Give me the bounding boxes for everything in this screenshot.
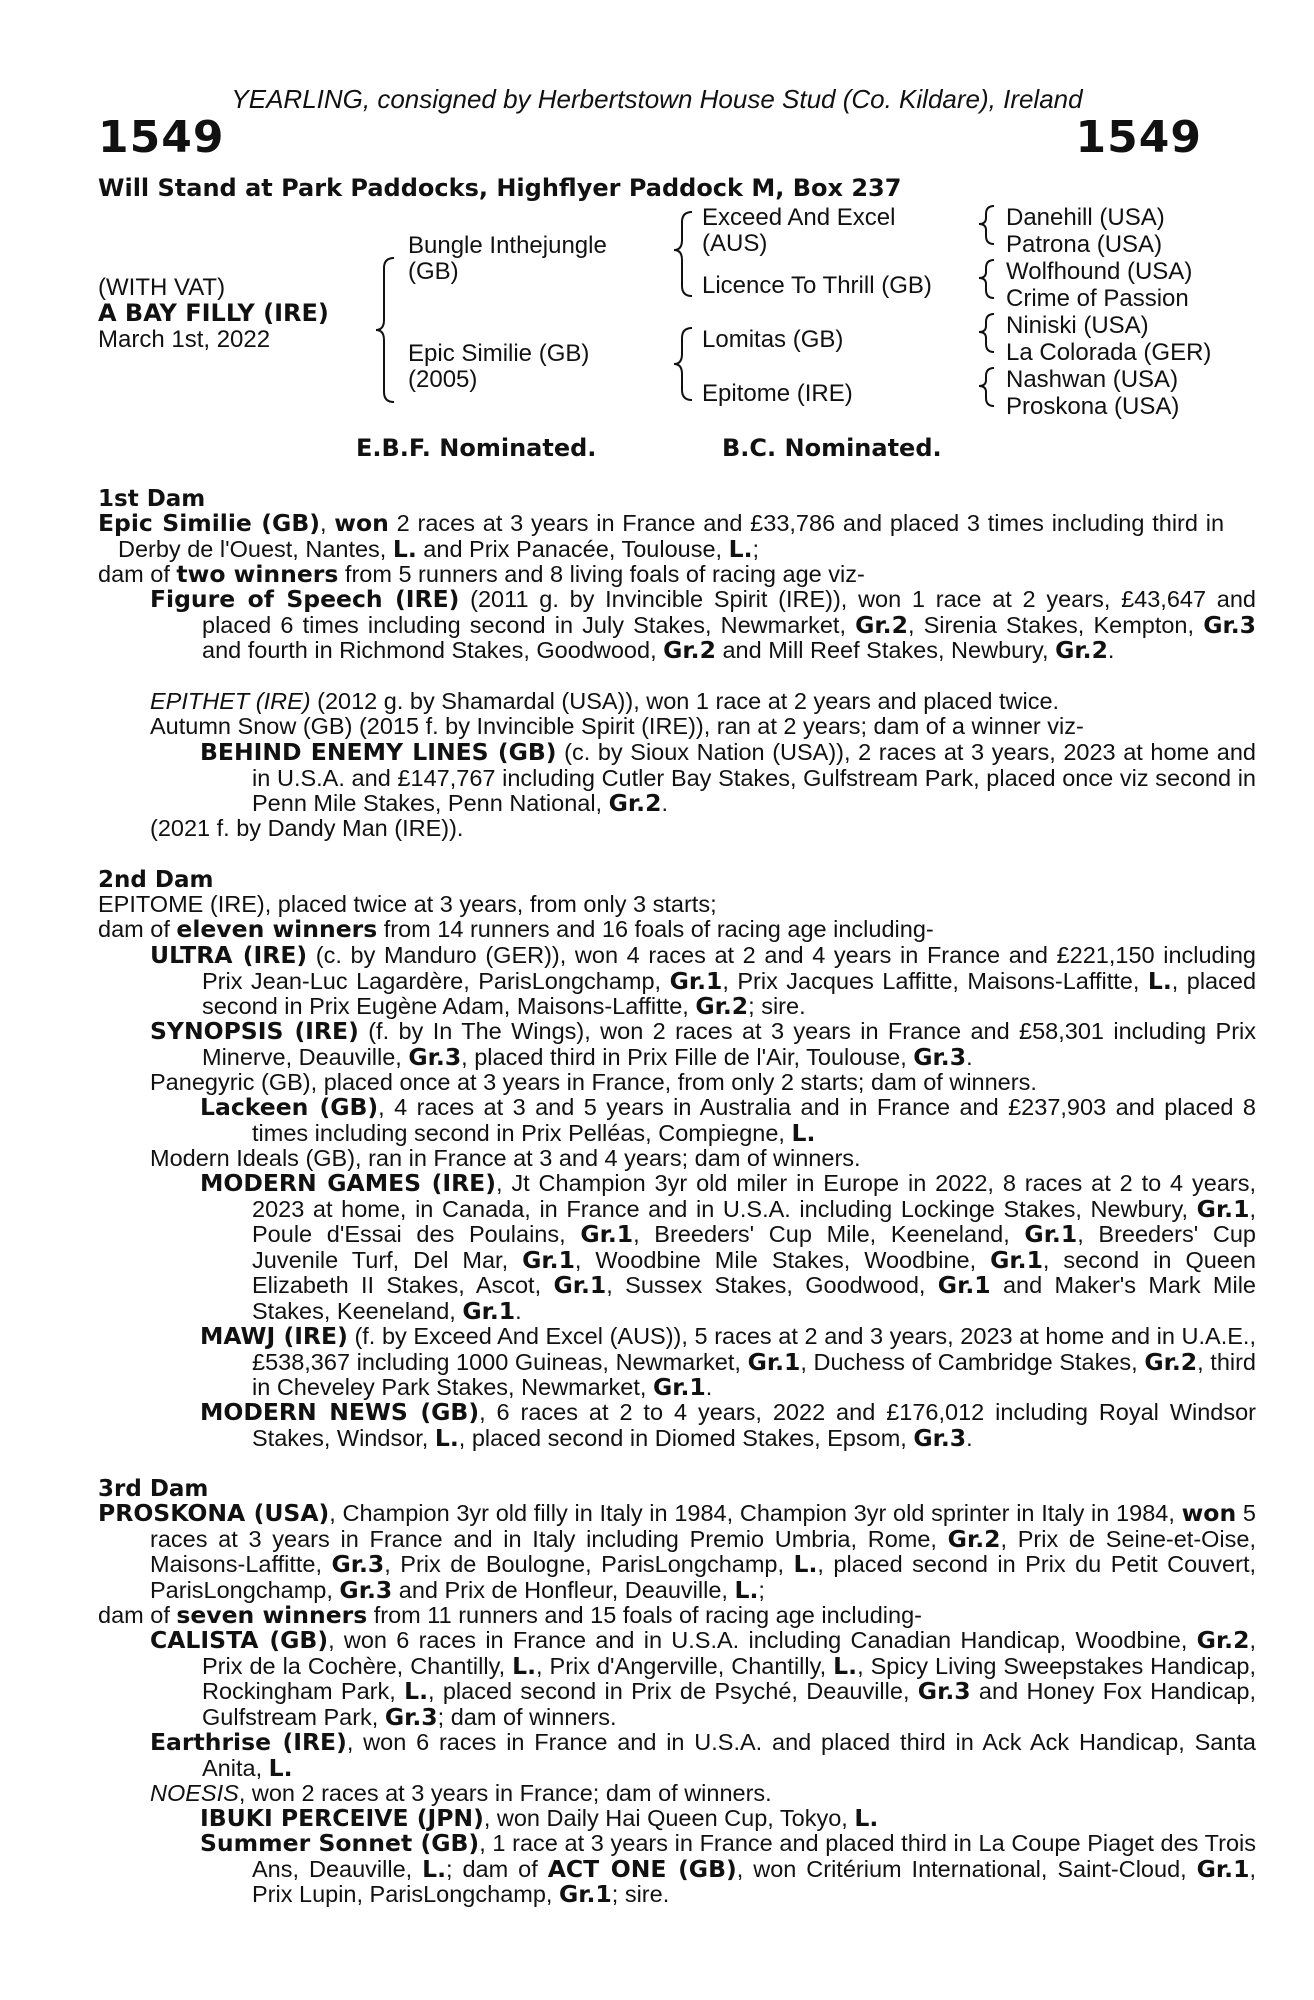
list-item: SYNOPSIS (IRE) (f. by In The Wings), won 2 races at 3 years in France and £58,301 including Prix Minerve, Deauville, Gr.3, placed third in Prix Fille de l'Air, Toulouse, Gr.3.	[150, 1017, 1256, 1071]
list-item: EPITHET (IRE) (2012 g. by Shamardal (USA)), won 1 race at 2 years and placed twice.	[150, 688, 1060, 714]
vat-label: (WITH VAT)	[98, 274, 226, 301]
first-dam-record: Epic Similie (GB), won 2 races at 3 years in France and £33,786 and placed 3 times including third in Derby de l'Ouest, Nantes, L. and Prix Panacée, Toulouse, L.;	[98, 509, 1225, 563]
pedigree-ggp-4: Crime of Passion	[1006, 285, 1189, 312]
list-item: BEHIND ENEMY LINES (GB) (c. by Sioux Nation (USA)), 2 races at 3 years, 2023 at home and in U.S.A. and £147,767 including Cutler Bay Stakes, Gulfstream Park, placed once viz second in Penn Mile Stakes, Penn National, Gr.2.	[200, 738, 1257, 817]
stand-location: Will Stand at Park Paddocks, Highflyer Paddock M, Box 237	[98, 174, 902, 202]
pedigree-sire-dam: Licence To Thrill (GB)	[702, 272, 932, 299]
pedigree-ggp-5: Niniski (USA)	[1006, 312, 1149, 339]
pedigree-dam-dam: Epitome (IRE)	[702, 380, 853, 407]
foaling-date: March 1st, 2022	[98, 326, 271, 353]
list-item: IBUKI PERCEIVE (JPN), won Daily Hai Queen Cup, Tokyo, L.	[200, 1804, 879, 1832]
lot-number-right: 1549	[1075, 112, 1202, 163]
list-item: (2021 f. by Dandy Man (IRE)).	[150, 815, 464, 841]
pedigree-sire: Bungle Inthejungle	[408, 232, 607, 259]
pedigree-sire-sire: Exceed And Excel	[702, 204, 896, 231]
list-item: Figure of Speech (IRE) (2011 g. by Invincible Spirit (IRE)), won 1 race at 2 years, £43,647 and placed 6 times including second in July Stakes, Newmarket, Gr.2, Sirenia Stakes, Kempton, Gr.3 and fourth in Richmond Stakes, Goodwood, Gr.2 and Mill Reef Stakes, Newbury, Gr.2.	[150, 585, 1256, 664]
third-dam-heading: 3rd Dam	[98, 1476, 209, 1502]
pedigree-ggp-6: La Colorada (GER)	[1006, 339, 1212, 366]
first-dam-heading: 1st Dam	[98, 486, 206, 512]
pedigree-dam: Epic Similie (GB)	[408, 340, 590, 367]
bc-nomination: B.C. Nominated.	[722, 434, 942, 462]
list-item: MODERN NEWS (GB), 6 races at 2 to 4 years, 2022 and £176,012 including Royal Windsor Stakes, Windsor, L., placed second in Diomed Stakes, Epsom, Gr.3.	[200, 1398, 1257, 1452]
pedigree-ggp-8: Proskona (USA)	[1006, 393, 1180, 420]
horse-name: A BAY FILLY (IRE)	[98, 299, 329, 327]
list-item: MODERN GAMES (IRE), Jt Champion 3yr old miler in Europe in 2022, 8 races at 2 to 4 years, 2023 at home, in Canada, in France and in U.S.A. including Lockinge Stakes, Newbury, Gr.1, Poule d'Essai des Poulains, Gr.1, Breeders' Cup Mile, Keeneland, Gr.1, Breeders' Cup Juvenile Turf, Del Mar, Gr.1, Woodbine Mile Stakes, Woodbine, Gr.1, second in Queen Elizabeth II Stakes, Ascot, Gr.1, Sussex Stakes, Goodwood, Gr.1 and Maker's Mark Mile Stakes, Keeneland, Gr.1.	[200, 1169, 1257, 1325]
third-dam-produce-summary: dam of seven winners from 11 runners and 15 foals of racing age including-	[98, 1601, 922, 1629]
pedigree-ggp-2: Patrona (USA)	[1006, 231, 1163, 258]
pedigree-ggp-7: Nashwan (USA)	[1006, 366, 1179, 393]
list-item: Summer Sonnet (GB), 1 race at 3 years in France and placed third in La Coupe Piaget des Trois Ans, Deauville, L.; dam of ACT ONE (GB), won Critérium International, Saint-Cloud, Gr.1, Prix Lupin, ParisLongchamp, Gr.1; sire.	[200, 1829, 1257, 1908]
list-item: Earthrise (IRE), won 6 races in France and in U.S.A. and placed third in Ack Ack Handicap, Santa Anita, L.	[150, 1728, 1256, 1782]
list-item: Lackeen (GB), 4 races at 3 and 5 years in Australia and in France and £237,903 and placed 8 times including second in Prix Pelléas, Compiegne, L.	[200, 1093, 1256, 1147]
third-dam-record: PROSKONA (USA), Champion 3yr old filly in Italy in 1984, Champion 3yr old sprinter in Italy in 1984, won 5 races at 3 years in France and in Italy including Premio Umbria, Rome, Gr.2, Prix de Seine-et-Oise, Maisons-Laffitte, Gr.3, Prix de Boulogne, ParisLongchamp, L., placed second in Prix du Petit Couvert, ParisLongchamp, Gr.3 and Prix de Honfleur, Deauville, L.;	[98, 1499, 1256, 1604]
pedigree-dam-sire: Lomitas (GB)	[702, 326, 844, 353]
list-item: NOESIS, won 2 races at 3 years in France; dam of winners.	[150, 1780, 772, 1806]
list-item: Panegyric (GB), placed once at 3 years in France, from only 2 starts; dam of winners.	[150, 1069, 1037, 1095]
list-item: MAWJ (IRE) (f. by Exceed And Excel (AUS)), 5 races at 2 and 3 years, 2023 at home and in U.A.E., £538,367 including 1000 Guineas, Newmarket, Gr.1, Duchess of Cambridge Stakes, Gr.2, third in Cheveley Park Stakes, Newmarket, Gr.1.	[200, 1322, 1257, 1401]
second-dam-produce-summary: dam of eleven winners from 14 runners and 16 foals of racing age including-	[98, 915, 934, 943]
first-dam-produce-summary: dam of two winners from 5 runners and 8 living foals of racing age viz-	[98, 560, 865, 588]
ebf-nomination: E.B.F. Nominated.	[356, 434, 597, 462]
pedigree-dam-year: (2005)	[408, 366, 478, 393]
pedigree-sire-sire-country: (AUS)	[702, 230, 768, 257]
consignment-line: YEARLING, consigned by Herbertstown House Stud (Co. Kildare), Ireland	[231, 84, 1083, 114]
pedigree-sire-country: (GB)	[408, 258, 459, 285]
lot-number-left: 1549	[98, 112, 225, 163]
pedigree-ggp-3: Wolfhound (USA)	[1006, 258, 1193, 285]
second-dam-record: EPITOME (IRE), placed twice at 3 years, from only 3 starts;	[98, 891, 717, 917]
second-dam-heading: 2nd Dam	[98, 867, 214, 893]
list-item: Modern Ideals (GB), ran in France at 3 and 4 years; dam of winners.	[150, 1145, 861, 1171]
list-item: CALISTA (GB), won 6 races in France and in U.S.A. including Canadian Handicap, Woodbine, Gr.2, Prix de la Cochère, Chantilly, L., Prix d'Angerville, Chantilly, L., Spicy Living Sweepstakes Handicap, Rockingham Park, L., placed second in Prix de Psyché, Deauville, Gr.3 and Honey Fox Handicap, Gulfstream Park, Gr.3; dam of winners.	[150, 1626, 1257, 1731]
list-item: Autumn Snow (GB) (2015 f. by Invincible Spirit (IRE)), ran at 2 years; dam of a winner viz-	[150, 713, 1084, 739]
list-item: ULTRA (IRE) (c. by Manduro (GER)), won 4 races at 2 and 4 years in France and £221,150 including Prix Jean-Luc Lagardère, ParisLongchamp, Gr.1, Prix Jacques Laffitte, Maisons-Laffitte, L., placed second in Prix Eugène Adam, Maisons-Laffitte, Gr.2; sire.	[150, 941, 1257, 1020]
pedigree-ggp-1: Danehill (USA)	[1006, 204, 1165, 231]
